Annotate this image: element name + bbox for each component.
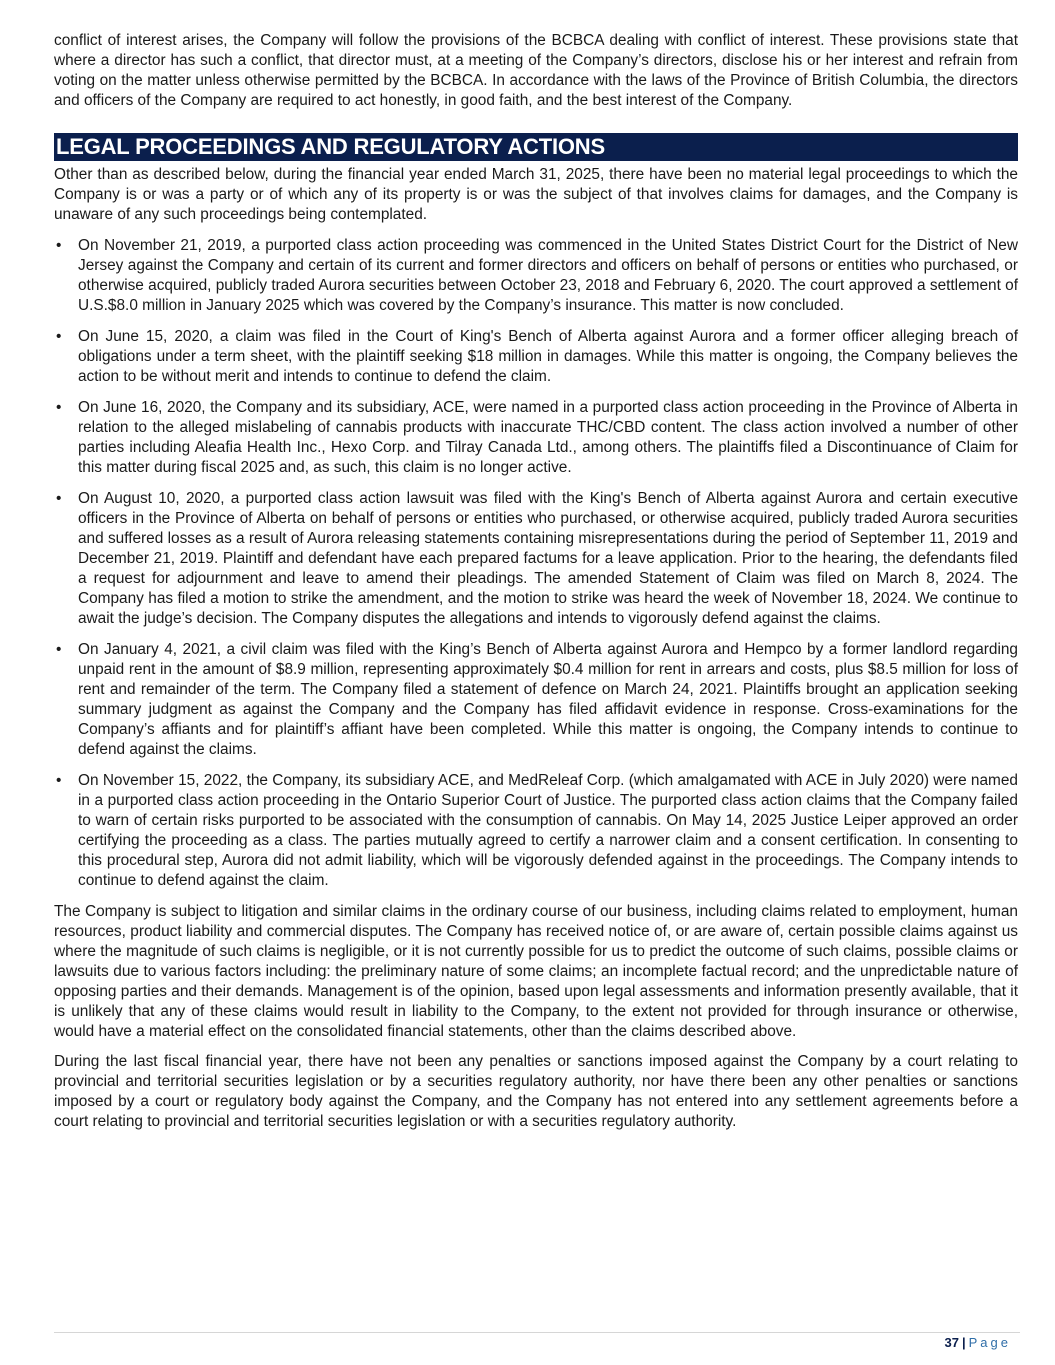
section-lead-paragraph: Other than as described below, during the financial year ended March 31, 2025, there have been no material legal proceedings to which the Company is or was a party or of which any of its property is or was the subject of that involves claims for damages, and the Company is unaware of any such proceedings being contemplated.: [54, 166, 1018, 223]
list-item: [54, 236, 1018, 316]
page-number: 37: [944, 1335, 959, 1350]
page-label: Page: [968, 1335, 1011, 1350]
list-item-text: On June 15, 2020, a claim was filed in the Court of King's Bench of Alberta against Aurora and a former officer alleging breach of obligations under a term sheet, with the plaintiff seeking $18 million in damages. While this matter is ongoing, the Company believes the action to be without merit and intends to continue to defend the claim.: [78, 328, 1018, 385]
list-item: [54, 771, 1018, 891]
footer-separator: |: [961, 1335, 966, 1350]
intro-paragraph: conflict of interest arises, the Company will follow the provisions of the BCBCA dealing with conflict of interest. These provisions state that where a director has such a conflict, that director must, at a meeting of the Company’s directors, disclose his or her interest and refrain from voting on the matter unless otherwise permitted by the BCBCA. In accordance with the laws of the Province of British Columbia, the directors and officers of the Company are required to act honestly, in good faith, and the best interest of the Company.: [54, 32, 1018, 109]
closing-paragraph-litigation: The Company is subject to litigation and similar claims in the ordinary course of our business, including claims related to employment, human resources, product liability and commercial disputes. The Company has received notice of, or are aware of, certain possible claims against us where the magnitude of such claims is negligible, or it is not currently possible for us to predict the outcome of such claims, possible claims or lawsuits due to various factors including: the preliminary nature of some claims; an incomplete factual record; and the unpredictable nature of opposing parties and their demands. Management is of the opinion, based upon legal assessments and information presently available, that it is unlikely that any of these claims would result in liability to the Company, to the extent not provided for through insurance or otherwise, would have a material effect on the consolidated financial statements, other than the claims described above.: [54, 903, 1018, 1040]
list-item: [54, 398, 1018, 478]
footer-divider: [54, 1332, 1020, 1333]
bullet-icon: •: [56, 490, 62, 507]
bullet-icon: •: [56, 641, 62, 658]
list-item: [54, 489, 1018, 629]
page-footer: [945, 1335, 1011, 1351]
bullet-icon: •: [56, 772, 62, 789]
list-item-text: On January 4, 2021, a civil claim was filed with the King’s Bench of Alberta against Aurora and Hempco by a former landlord regarding unpaid rent in the amount of $8.9 million, representing approximately $0.4 million for rent in arrears and costs, plus $8.5 million for loss of rent and remainder of the term. The Company filed a statement of defence on March 24, 2021. Plaintiffs brought an application seeking summary judgment as against the Company and the Company has filed affidavit evidence in response. Cross-examinations for the Company’s affiants and for plaintiff’s affiant have been completed. While this matter is ongoing, the Company intends to continue to defend against the claims.: [78, 641, 1018, 758]
bullet-icon: •: [56, 237, 62, 254]
list-item-text: On August 10, 2020, a purported class action lawsuit was filed with the King's Bench of Alberta against Aurora and certain executive officers in the Province of Alberta on behalf of persons or entities who purchased, or otherwise acquired, publicly traded Aurora securities and suffered losses as a result of Aurora releasing statements containing misrepresentations during the period of September 11, 2019 and December 21, 2019. Plaintiff and defendant have each prepared factums for a leave application. Prior to the hearing, the defendants filed a request for adjournment and leave to amend their pleadings. The amended Statement of Claim was filed on March 8, 2024. The Company has filed a motion to strike the amendment, and the motion to strike was heard the week of November 18, 2024. We continue to await the judge’s decision. The Company disputes the allegations and intends to vigorously defend against the claims.: [78, 490, 1018, 627]
list-item-text: On November 15, 2022, the Company, its subsidiary ACE, and MedReleaf Corp. (which amalgamated with ACE in July 2020) were named in a purported class action proceeding in the Ontario Superior Court of Justice. The purported class action claims that the Company failed to warn of certain risks purported to be associated with the consumption of cannabis. On May 14, 2025 Justice Leiper approved an order certifying the proceeding as a class. The parties mutually agreed to certify a narrower claim and a consent certification. In consenting to this procedural step, Aurora did not admit liability, which will be vigorously defended against in the proceedings. The Company intends to continue to defend against the claim.: [78, 772, 1018, 889]
bullet-icon: •: [56, 399, 62, 416]
list-item: [54, 327, 1018, 387]
bullet-icon: •: [56, 328, 62, 345]
closing-paragraph-penalties: During the last fiscal financial year, there have not been any penalties or sanctions imposed against the Company by a court relating to provincial and territorial securities legislation or by a securities regulatory authority, nor have there been any other penalties or sanctions imposed by a court or regulatory body against the Company, and the Company has not entered into any settlement agreements before a court relating to provincial and territorial securities legislation or with a securities regulatory authority.: [54, 1053, 1018, 1130]
proceedings-list: [54, 236, 1018, 891]
list-item-text: On June 16, 2020, the Company and its subsidiary, ACE, were named in a purported class action proceeding in the Province of Alberta in relation to the alleged mislabeling of cannabis products with inaccurate THC/CBD content. The class action involved a number of other parties including Aleafia Health Inc., Hexo Corp. and Tilray Canada Ltd., among others. The plaintiffs filed a Discontinuance of Claim for this matter during fiscal 2025 and, as such, this claim is no longer active.: [78, 399, 1018, 476]
document-page: [54, 31, 1018, 1142]
list-item: [54, 640, 1018, 760]
list-item-text: On November 21, 2019, a purported class action proceeding was commenced in the United States District Court for the District of New Jersey against the Company and certain of its current and former directors and officers on behalf of persons or entities who purchased, or otherwise acquired, publicly traded Aurora securities between October 23, 2018 and February 6, 2020. The court approved a settlement of U.S.$8.0 million in January 2025 which was covered by the Company’s insurance. This matter is now concluded.: [78, 237, 1018, 314]
section-heading: LEGAL PROCEEDINGS AND REGULATORY ACTIONS: [54, 133, 1018, 161]
